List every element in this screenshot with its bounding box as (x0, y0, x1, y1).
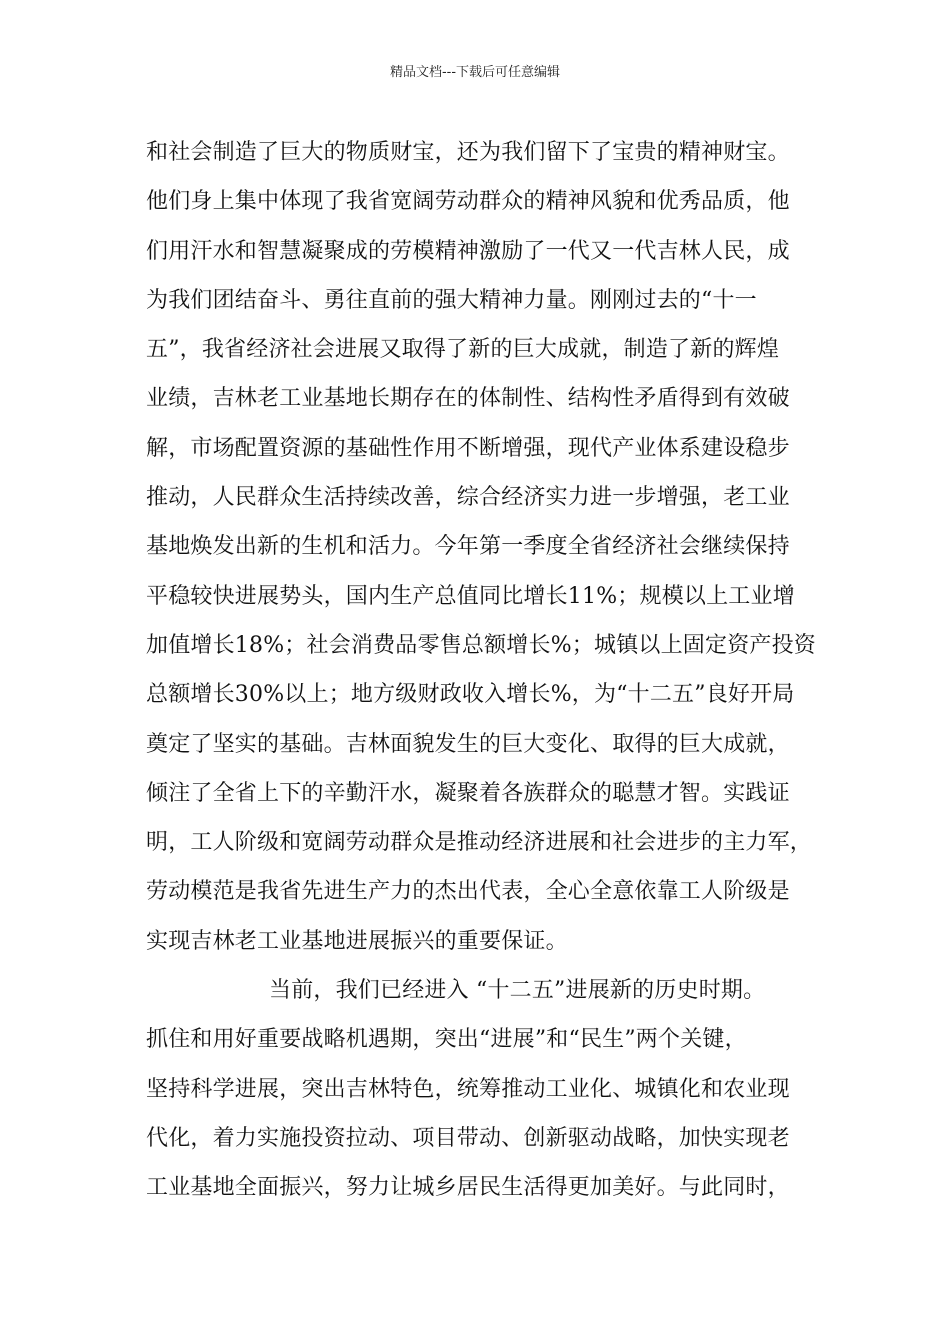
text-line: 基地焕发出新的生机和活力。今年第一季度全省经济社会继续保持 (146, 534, 790, 560)
text-line: 明，工人阶级和宽阔劳动群众是推动经济进展和社会进步的主力军， (146, 830, 813, 856)
text-line: 推动，人民群众生活持续改善，综合经济实力进一步增强，老工业 (146, 485, 790, 511)
text-line: 平稳较快进展势头，国内生产总值同比增长11%；规模以上工业增 (146, 583, 795, 609)
text-line: 他们身上集中体现了我省宽阔劳动群众的精神风貌和优秀品质，他 (146, 189, 790, 215)
paragraph-first-line: 当前，我们已经进入 “十二五”进展新的历史时期。 (269, 978, 766, 1004)
text-line: 和社会制造了巨大的物质财宝，还为我们留下了宝贵的精神财宝。 (146, 140, 790, 165)
text-line: 五”，我省经济社会进展又取得了新的巨大成就，制造了新的辉煌 (146, 337, 780, 363)
text-line: 加值增长18%；社会消费品零售总额增长%；城镇以上固定资产投资 (146, 632, 817, 658)
text-line: 业绩，吉林老工业基地长期存在的体制性、结构性矛盾得到有效破 (146, 386, 790, 412)
document-body (146, 128, 836, 1213)
text-line: 奠定了坚实的基础。吉林面貌发生的巨大变化、取得的巨大成就， (146, 731, 790, 757)
text-line: 代化，着力实施投资拉动、项目带动、创新驱动战略，加快实现老 (146, 1125, 790, 1151)
text-line: 总额增长30%以上；地方级财政收入增长%，为“十二五”良好开局 (146, 682, 795, 708)
text-line: 解，市场配置资源的基础性作用不断增强，现代产业体系建设稳步 (146, 435, 790, 461)
text-line: 抓住和用好重要战略机遇期，突出“进展”和“民生”两个关键， (146, 1027, 747, 1053)
text-line: 们用汗水和智慧凝聚成的劳模精神激励了一代又一代吉林人民，成 (146, 238, 790, 264)
text-line: 为我们团结奋斗、勇往直前的强大精神力量。刚刚过去的“十一 (146, 287, 757, 313)
text-line: 劳动模范是我省先进生产力的杰出代表，全心全意依靠工人阶级是 (146, 879, 790, 905)
text-line: 坚持科学进展，突出吉林特色，统筹推动工业化、城镇化和农业现 (146, 1076, 790, 1102)
text-line: 工业基地全面振兴，努力让城乡居民生活得更加美好。与此同时， (146, 1175, 790, 1201)
text-line: 实现吉林老工业基地进展振兴的重要保证。 (146, 928, 568, 954)
page-header: 精品文档---下载后可任意编辑 (389, 65, 561, 80)
text-line: 倾注了全省上下的辛勤汗水，凝聚着各族群众的聪慧才智。实践证 (146, 780, 790, 806)
